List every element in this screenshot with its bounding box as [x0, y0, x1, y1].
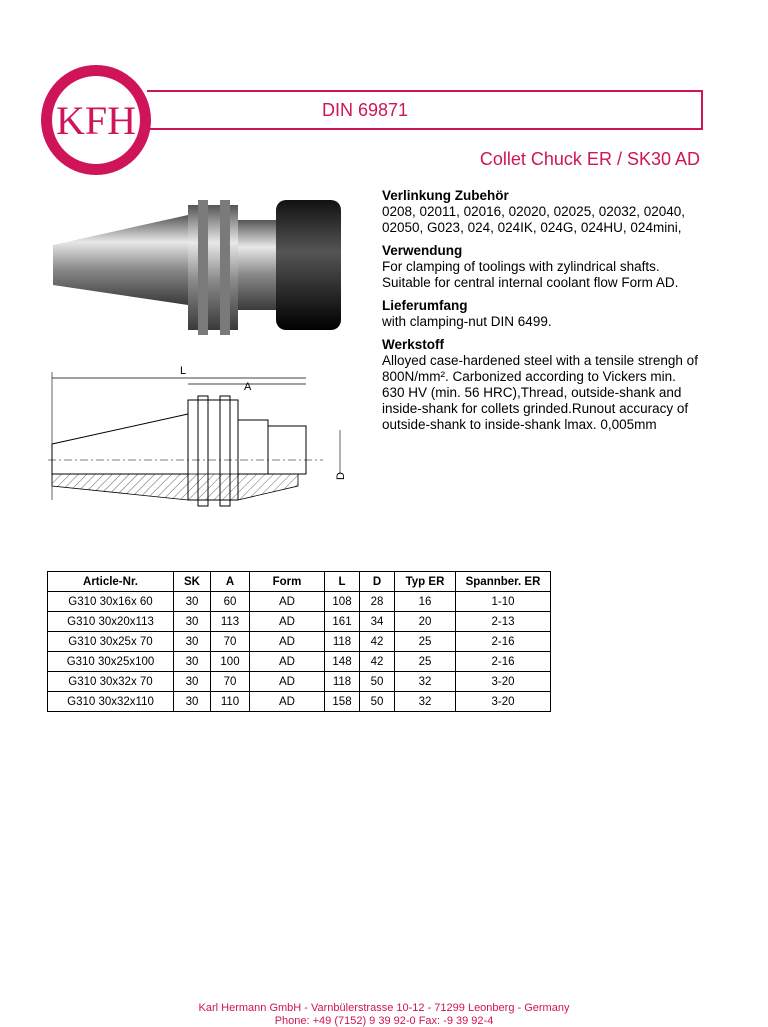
cell-typ-er: 25: [395, 652, 456, 672]
cell-l: 118: [325, 632, 360, 652]
links-heading: Verlinkung Zubehör: [382, 188, 509, 203]
cell-article: G310 30x25x100: [48, 652, 174, 672]
table-row: [48, 632, 551, 652]
dimension-label-a: A: [244, 381, 252, 393]
cell-form: AD: [250, 672, 325, 692]
page-title: DIN 69871: [322, 100, 409, 120]
cell-l: 118: [325, 672, 360, 692]
cell-spannber: 3-20: [456, 672, 551, 692]
cell-article: G310 30x25x 70: [48, 632, 174, 652]
cell-a: 113: [211, 612, 250, 632]
dimension-label-d: D: [335, 472, 347, 480]
cell-article: G310 30x32x110: [48, 692, 174, 712]
material-text: Alloyed case-hardened steel with a tensile strengh of 800N/mm². Carbonized according to Vickers min. 630 HV (min. 56 HRC),Thread, outside-shank and inside-shank for collets grinded.Runout accuracy of outside-shank to inside-shank lmax. 0,005mm: [382, 353, 698, 432]
col-a: A: [211, 572, 250, 592]
col-sk: SK: [174, 572, 211, 592]
cell-l: 108: [325, 592, 360, 612]
col-typ-er: Typ ER: [395, 572, 456, 592]
table-row: [48, 652, 551, 672]
col-l: L: [325, 572, 360, 592]
cell-form: AD: [250, 652, 325, 672]
technical-drawing: [48, 360, 348, 530]
product-photo: [48, 190, 348, 340]
links-text: 0208, 02011, 02016, 02020, 02025, 02032, 02040, 02050, G023, 024, 024IK, 024G, 024HU, 024mini,: [382, 204, 686, 235]
cell-typ-er: 20: [395, 612, 456, 632]
cell-a: 70: [211, 632, 250, 652]
cell-spannber: 2-16: [456, 652, 551, 672]
cell-a: 70: [211, 672, 250, 692]
cell-form: AD: [250, 692, 325, 712]
col-form: Form: [250, 572, 325, 592]
footer-address: Karl Hermann GmbH - Varnbülerstrasse 10-12 - 71299 Leonberg - Germany: [198, 1002, 570, 1014]
cell-d: 28: [360, 592, 395, 612]
cell-d: 34: [360, 612, 395, 632]
col-spannber: Spannber. ER: [456, 572, 551, 592]
cell-form: AD: [250, 612, 325, 632]
table-header-row: [48, 572, 551, 592]
cell-spannber: 3-20: [456, 692, 551, 712]
cell-sk: 30: [174, 612, 211, 632]
table-row: [48, 592, 551, 612]
scope-heading: Lieferumfang: [382, 298, 468, 313]
table-row: [48, 672, 551, 692]
cell-l: 148: [325, 652, 360, 672]
cell-d: 50: [360, 672, 395, 692]
cell-sk: 30: [174, 592, 211, 612]
cell-article: G310 30x16x 60: [48, 592, 174, 612]
col-article: Article-Nr.: [48, 572, 174, 592]
cell-d: 42: [360, 632, 395, 652]
cell-spannber: 2-13: [456, 612, 551, 632]
cell-a: 60: [211, 592, 250, 612]
scope-text: with clamping-nut DIN 6499.: [382, 314, 552, 329]
usage-text: For clamping of toolings with zylindrical shafts. Suitable for central internal coolant flow Form AD.: [382, 259, 679, 290]
spec-table: [47, 571, 551, 712]
cell-sk: 30: [174, 692, 211, 712]
cell-form: AD: [250, 592, 325, 612]
logo-lettering: KFH: [55, 98, 137, 143]
cell-spannber: 1-10: [456, 592, 551, 612]
cell-d: 42: [360, 652, 395, 672]
cell-a: 100: [211, 652, 250, 672]
material-heading: Werkstoff: [382, 337, 445, 352]
cell-form: AD: [250, 632, 325, 652]
table-row: [48, 692, 551, 712]
cell-sk: 30: [174, 632, 211, 652]
product-info: [382, 188, 702, 440]
col-d: D: [360, 572, 395, 592]
cell-typ-er: 32: [395, 692, 456, 712]
cell-typ-er: 25: [395, 632, 456, 652]
title-frame: [147, 90, 703, 130]
cell-article: G310 30x32x 70: [48, 672, 174, 692]
cell-sk: 30: [174, 652, 211, 672]
cell-l: 161: [325, 612, 360, 632]
cell-l: 158: [325, 692, 360, 712]
cell-typ-er: 16: [395, 592, 456, 612]
table-row: [48, 612, 551, 632]
cell-a: 110: [211, 692, 250, 712]
cell-sk: 30: [174, 672, 211, 692]
cell-spannber: 2-16: [456, 632, 551, 652]
kfh-logo: [38, 62, 154, 178]
product-subtitle: Collet Chuck ER / SK30 AD: [479, 149, 700, 169]
dimension-label-l: L: [180, 365, 187, 377]
cell-article: G310 30x20x113: [48, 612, 174, 632]
usage-heading: Verwendung: [382, 243, 463, 258]
cell-d: 50: [360, 692, 395, 712]
footer-phone: Phone: +49 (7152) 9 39 92-0 Fax: -9 39 92-4: [274, 1015, 494, 1027]
cell-typ-er: 32: [395, 672, 456, 692]
